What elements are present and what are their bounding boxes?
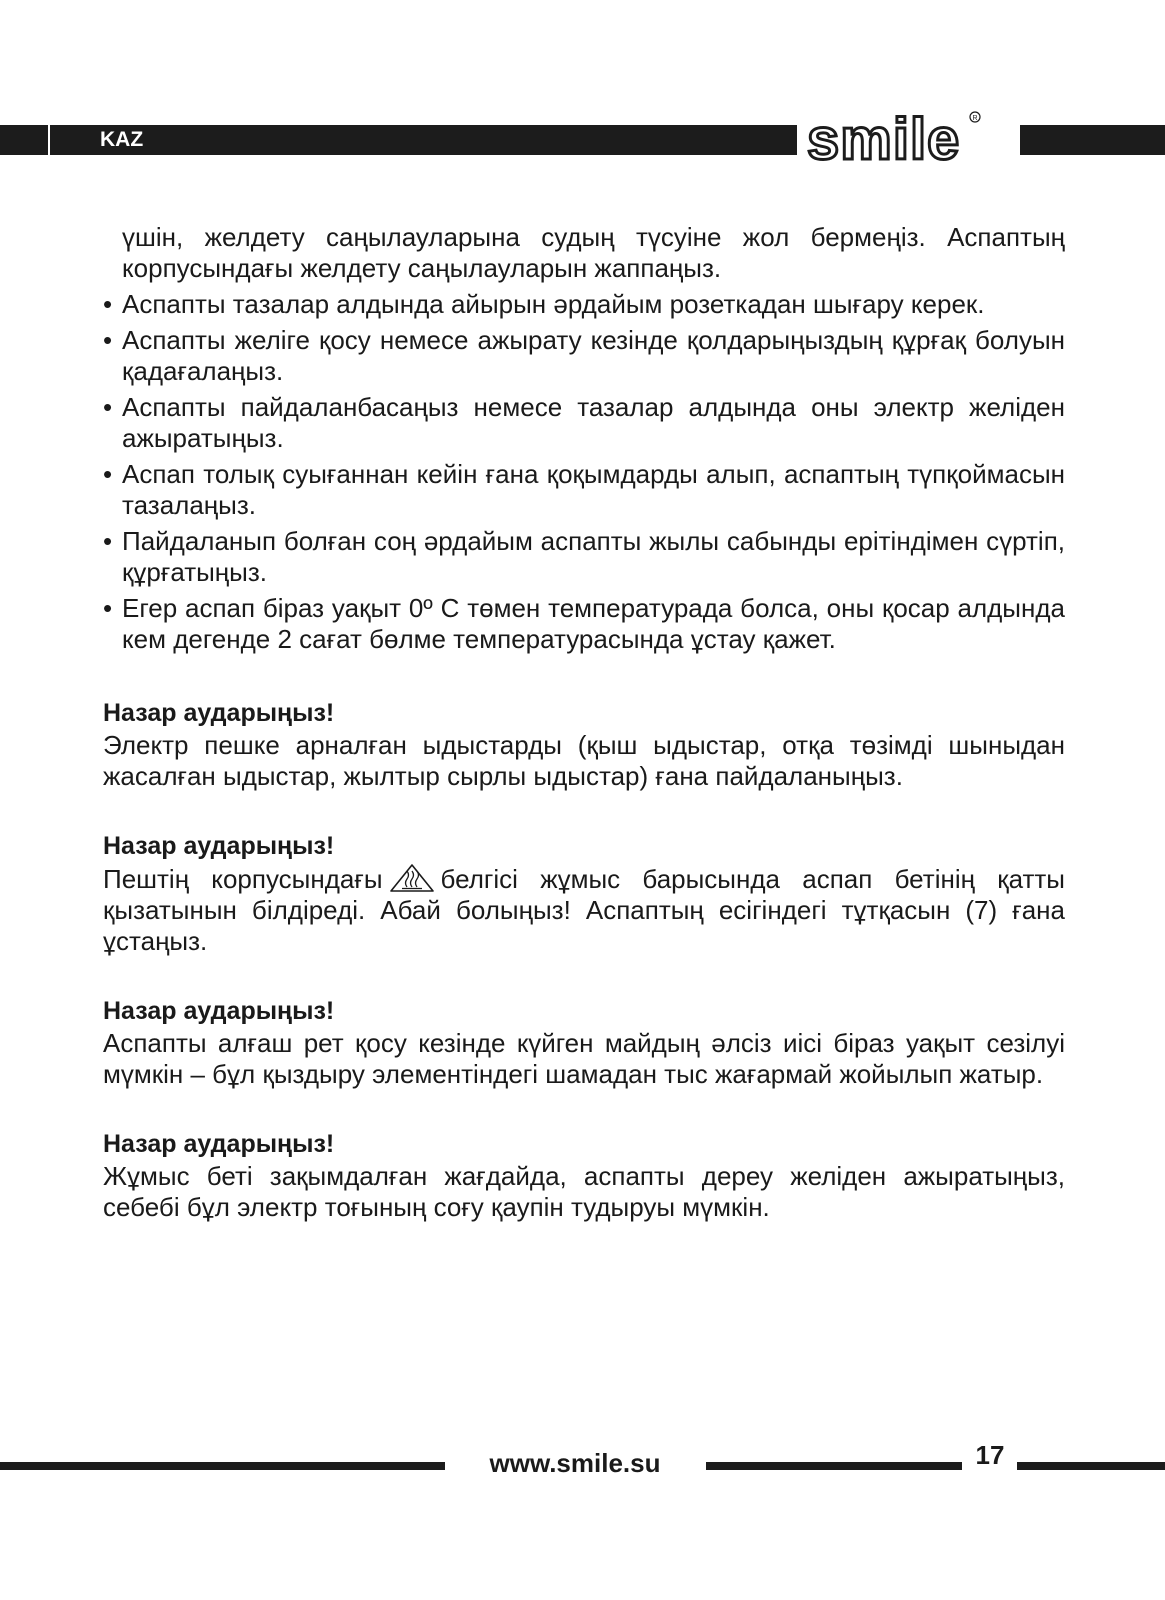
attention-note-1 [103,697,1065,792]
footer-url: www.smile.su [489,1448,661,1478]
note-title: Назар аударыңыз! [103,1130,335,1158]
note-title: Назар аударыңыз! [103,997,335,1025]
note-text [103,863,1065,957]
footer-bar-right [1017,1462,1165,1470]
hot-surface-warning-icon [389,863,435,893]
list-item: • Егер аспап біраз уақыт 0º С төмен температурада болса, оны қосар алдында кем дегенде 2 сағат бөлме температурасында ұстау қажет. [103,593,1065,655]
list-item: • Аспапты пайдаланбасаңыз немесе тазалар алдында оны электр желіден ажыратыңыз. [103,392,1065,454]
svg-text:smile: smile [807,107,961,165]
list-item: • Пайдаланып болған соң әрдайым аспапты жылы сабынды ерітіндімен сүртіп, құрғатыңыз. [103,526,1065,588]
list-item: • Аспапты тазалар алдында айырын әрдайым розеткадан шығару керек. [103,289,1065,320]
note-text: Электр пешке арналған ыдыстарды (қыш ыдыстар, отқа төзімді шыныдан жасалған ыдыстар, жылтыр сырлы ыдыстар) ғана пайдаланыңыз. [103,730,1065,791]
attention-note-2 [103,830,1065,957]
header-bar-right [1020,125,1165,155]
header-bar-divider [48,125,50,155]
note-text: Жұмыс беті зақымдалған жағдайда, аспапты дереу желіден ажыратыңыз, себебі бұл электр тоғының соғу қаупін тудыруы мүмкін. [103,1161,1065,1222]
page-content [103,222,1065,1223]
note-title: Назар аударыңыз! [103,832,335,860]
footer-bar-middle [706,1462,962,1470]
intro-continuation: үшін, желдету саңылауларына судың түсуіне жол бермеңіз. Аспаптың корпусындағы желдету саңылауларын жаппаңыз. [122,222,1065,283]
note-title: Назар аударыңыз! [103,699,335,727]
language-label: KAZ [100,128,144,151]
note-text-after-icon: белгісі жұмыс барысында аспап бетінің қатты қызатынын білдіреді. Абай болыңыз! Аспаптың есігіндегі тұтқасын (7) ғана ұстаңыз. [103,864,1065,956]
attention-note-3 [103,995,1065,1090]
attention-note-4 [103,1128,1065,1223]
note-text: Аспапты алғаш рет қосу кезінде күйген майдың әлсіз иісі біраз уақыт сезілуі мүмкін – бұл қыздыру элементіндегі шамадан тыс жағармай жойылып жатыр. [103,1028,1065,1089]
smile-logo [805,103,1010,165]
safety-bullet-list [103,289,1065,655]
svg-text:R: R [972,115,978,122]
page-number: 17 [975,1440,1005,1470]
note-text-before-icon: Пештің корпусындағы [103,864,383,894]
list-item: • Аспапты желіге қосу немесе ажырату кезінде қолдарыңыздың құрғақ болуын қадағалаңыз. [103,325,1065,387]
list-item: • Аспап толық суығаннан кейін ғана қоқымдарды алып, аспаптың түпқоймасын тазалаңыз. [103,459,1065,521]
footer-bar-left [0,1462,445,1470]
